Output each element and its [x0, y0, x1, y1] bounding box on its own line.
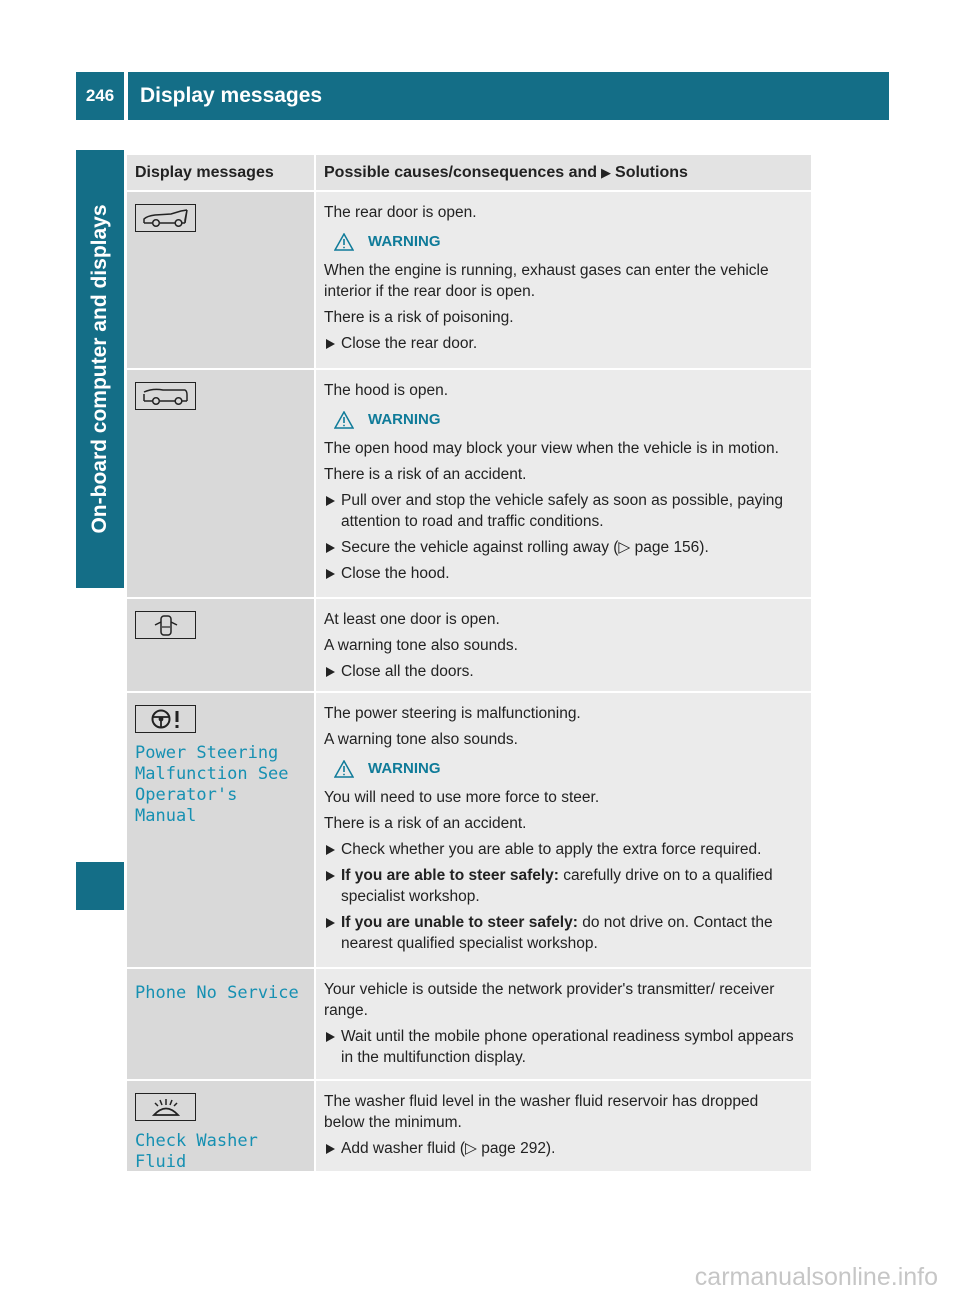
cause-text: At least one door is open. — [324, 611, 500, 628]
warning-text: The open hood may block your view when the vehicle is in motion. — [324, 440, 779, 457]
solution-step: If you are able to steer safely: carefully drive on to a qualified specialist workshop. — [324, 865, 803, 907]
step-arrow-icon — [326, 667, 335, 677]
power-steering-icon — [135, 705, 196, 733]
solution-cell — [314, 192, 811, 368]
display-cell — [127, 192, 314, 368]
display-cell — [127, 1081, 314, 1171]
solution-step: If you are unable to steer safely: do not drive on. Contact the nearest qualified specialist workshop. — [324, 912, 803, 954]
warning-label: WARNING — [368, 411, 441, 428]
rear-door-open-icon — [135, 204, 196, 232]
solution-step: Close the rear door. — [324, 333, 803, 354]
solution-cell — [314, 1081, 811, 1171]
display-message-text: Phone No Service — [135, 983, 299, 1003]
cause-text: The washer fluid level in the washer fluid reservoir has dropped below the minimum. — [324, 1093, 759, 1131]
step-arrow-icon — [326, 871, 335, 881]
solution-step: Close all the doors. — [324, 661, 803, 682]
col-header-causes-text: Possible causes/consequences and — [324, 163, 598, 181]
display-message-text: Check Washer Fluid — [135, 1131, 258, 1172]
hood-open-icon — [135, 382, 196, 410]
solution-step: Close the hood. — [324, 563, 803, 584]
table-header — [127, 155, 811, 190]
warning-heading — [334, 758, 803, 779]
table-row — [127, 368, 811, 597]
table-row — [127, 967, 811, 1079]
solution-cell — [314, 969, 811, 1079]
warning-heading — [334, 409, 803, 430]
warning-label: WARNING — [368, 233, 441, 250]
solution-step: Secure the vehicle against rolling away (▷ page 156). — [324, 537, 803, 558]
warning-text: There is a risk of an accident. — [324, 466, 527, 483]
step-arrow-icon — [326, 543, 335, 553]
step-arrow-icon — [326, 918, 335, 928]
page-number: 246 — [76, 72, 124, 120]
step-arrow-icon — [326, 339, 335, 349]
col-header-causes — [314, 155, 811, 190]
cause-text: The rear door is open. — [324, 204, 477, 221]
table-row — [127, 1079, 811, 1171]
side-tab-label: On-board computer and displays — [88, 204, 111, 534]
col-header-display-messages: Display messages — [135, 163, 274, 181]
step-arrow-icon — [326, 1032, 335, 1042]
warning-text: When the engine is running, exhaust gases can enter the vehicle interior if the rear door is open. — [324, 262, 769, 300]
step-arrow-icon — [326, 569, 335, 579]
cause-text: A warning tone also sounds. — [324, 731, 518, 748]
solution-cell — [314, 599, 811, 691]
display-cell — [127, 599, 314, 691]
table-row — [127, 691, 811, 967]
warning-icon — [334, 760, 354, 778]
watermark: carmanualsonline.info — [694, 1263, 938, 1291]
solution-step: Pull over and stop the vehicle safely as soon as possible, paying attention to road and traffic conditions. — [324, 490, 803, 532]
warning-icon — [334, 411, 354, 429]
display-message-text: Power Steering Malfunction See Operator's Manual — [135, 743, 289, 826]
warning-text: You will need to use more force to steer. — [324, 789, 600, 806]
arrow-icon: ▶ — [601, 164, 612, 180]
solution-cell — [314, 370, 811, 597]
step-arrow-icon — [326, 496, 335, 506]
step-arrow-icon — [326, 1144, 335, 1154]
solution-step: Wait until the mobile phone operational readiness symbol appears in the multifunction display. — [324, 1026, 803, 1068]
cause-text: A warning tone also sounds. — [324, 637, 518, 654]
col-header-solutions-text: Solutions — [615, 163, 688, 181]
page-title: Display messages — [128, 72, 889, 120]
door-open-icon — [135, 611, 196, 639]
cause-text: Your vehicle is outside the network provider's transmitter/ receiver range. — [324, 981, 775, 1019]
warning-text: There is a risk of an accident. — [324, 815, 527, 832]
step-arrow-icon — [326, 845, 335, 855]
display-cell — [127, 370, 314, 597]
side-tab-marker — [76, 862, 124, 910]
display-cell — [127, 693, 314, 967]
display-cell — [127, 969, 314, 1079]
table-row — [127, 190, 811, 368]
warning-text: There is a risk of poisoning. — [324, 309, 514, 326]
cause-text: The hood is open. — [324, 382, 449, 399]
solution-step: Add washer fluid (▷ page 292). — [324, 1138, 803, 1159]
warning-label: WARNING — [368, 760, 441, 777]
solution-cell — [314, 693, 811, 967]
warning-icon — [334, 233, 354, 251]
display-messages-table — [127, 155, 811, 1171]
table-row — [127, 597, 811, 691]
solution-step: Check whether you are able to apply the extra force required. — [324, 839, 803, 860]
cause-text: The power steering is malfunctioning. — [324, 705, 581, 722]
washer-fluid-icon — [135, 1093, 196, 1121]
warning-heading — [334, 231, 803, 252]
